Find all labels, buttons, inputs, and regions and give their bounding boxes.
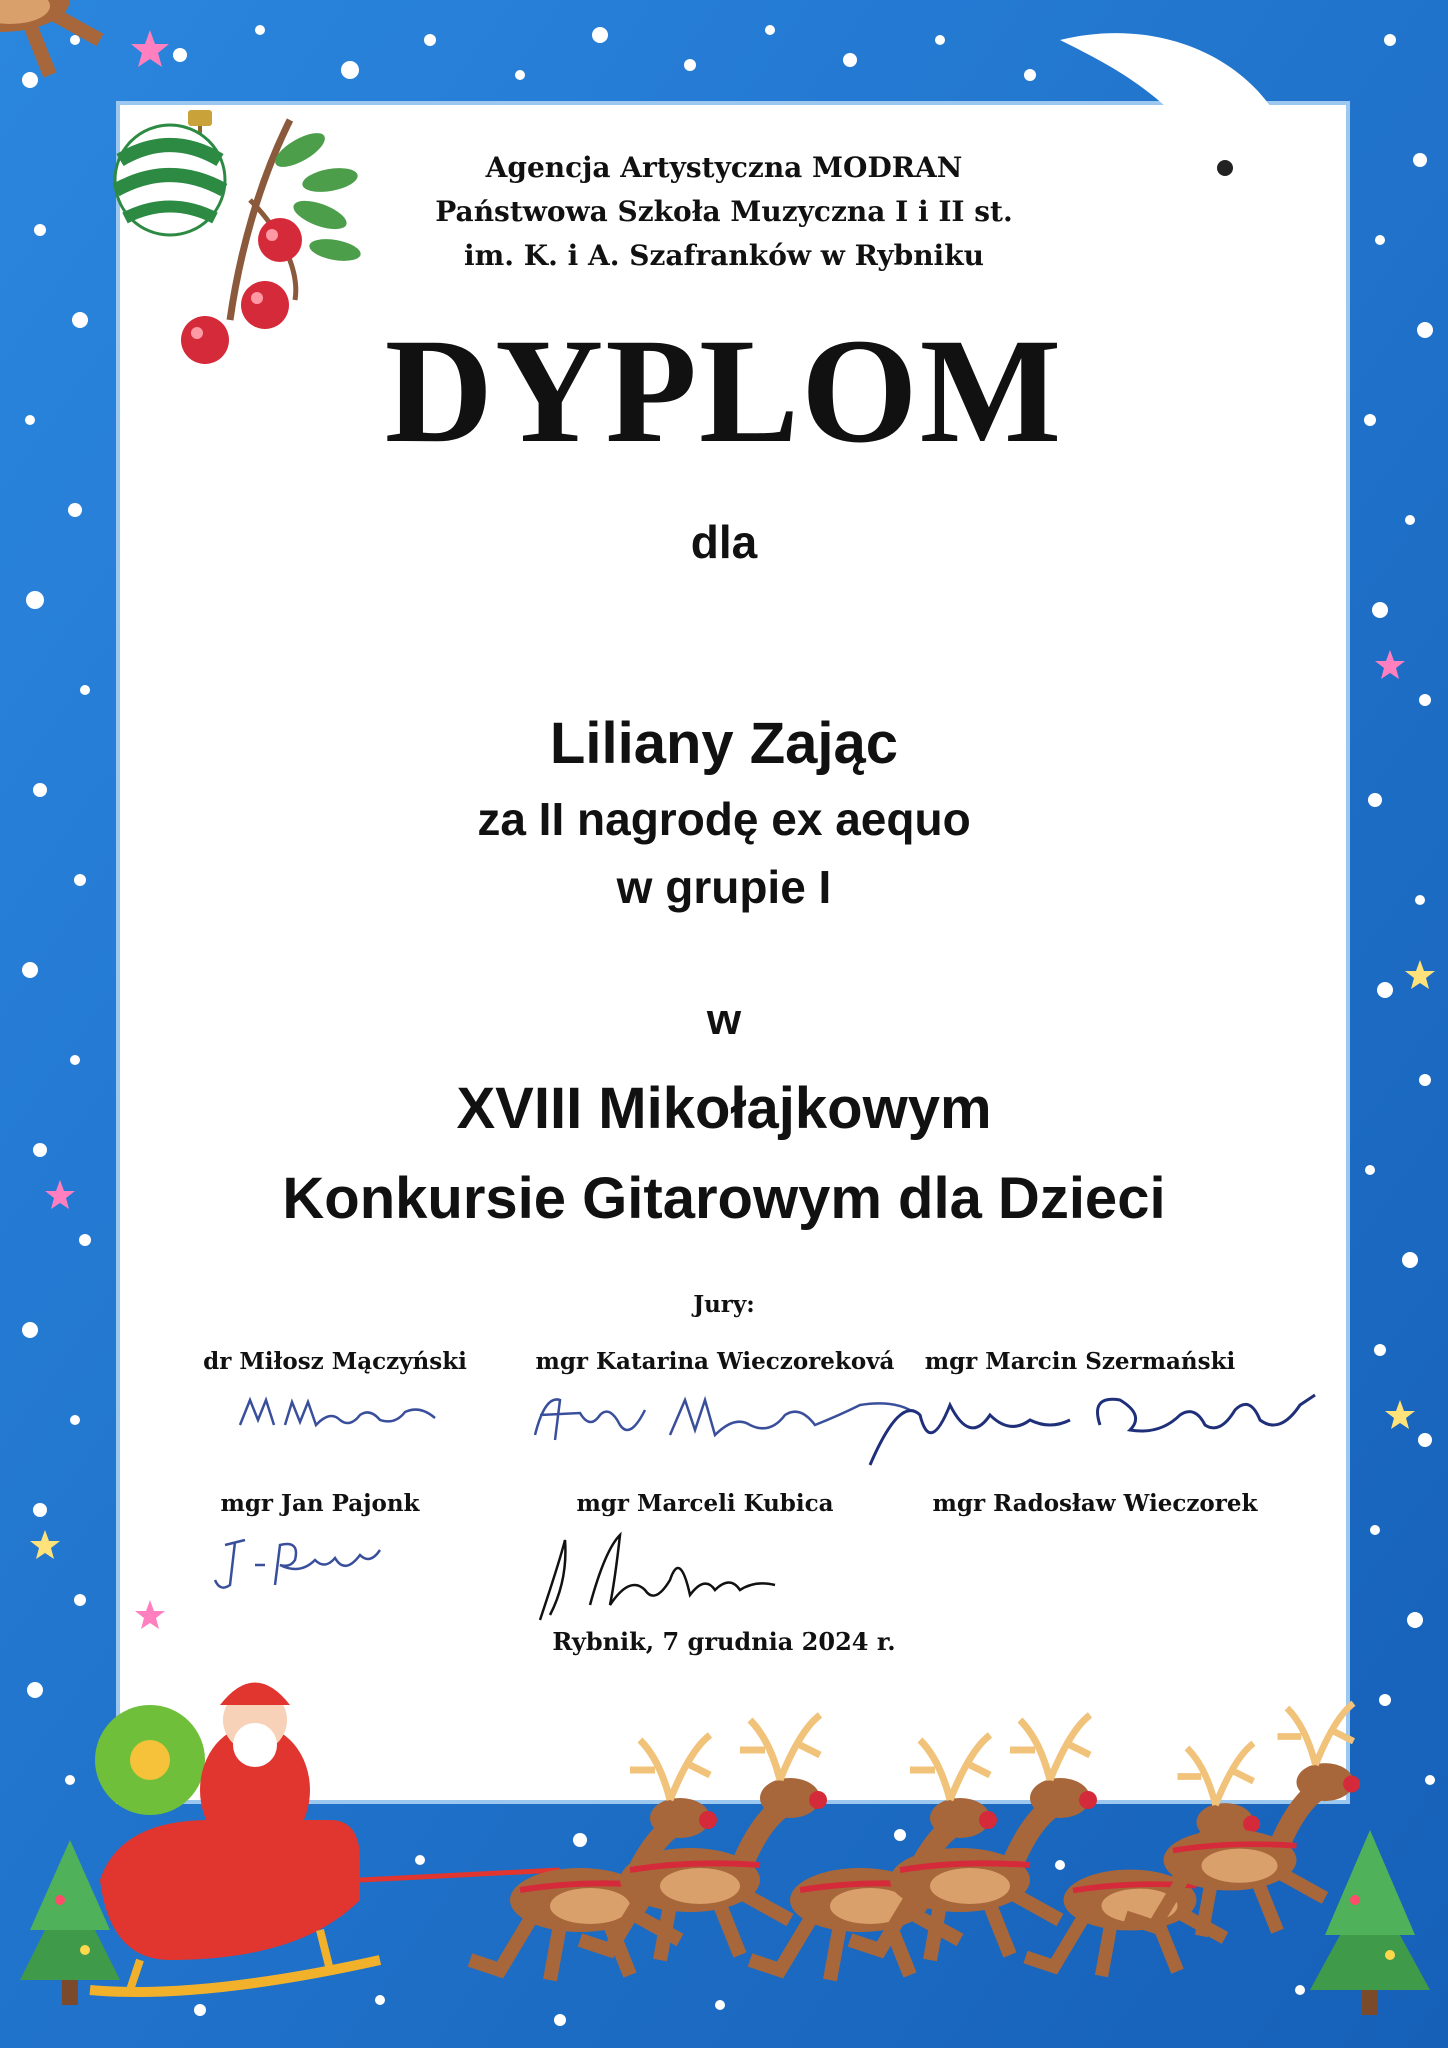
jury-member-3: mgr Marcin Szermański bbox=[924, 1348, 1236, 1375]
jury-label: Jury: bbox=[693, 1291, 755, 1318]
award-line-1: za II nagrodę ex aequo bbox=[477, 793, 971, 845]
jury-member-4: mgr Jan Pajonk bbox=[220, 1490, 420, 1517]
event-line-1: XVIII Mikołajkowym bbox=[456, 1076, 992, 1141]
for-label: dla bbox=[690, 516, 758, 568]
signature-3 bbox=[860, 1375, 1330, 1475]
event-line-2: Konkursie Gitarowym dla Dzieci bbox=[282, 1166, 1166, 1231]
recipient-name: Liliany Zając bbox=[549, 711, 899, 776]
jury-member-6: mgr Radosław Wieczorek bbox=[932, 1490, 1258, 1517]
diploma-title: DYPLOM bbox=[384, 308, 1064, 474]
jury-member-1: dr Miłosz Mączyński bbox=[203, 1348, 467, 1375]
signature-4 bbox=[200, 1530, 390, 1600]
signature-5 bbox=[520, 1520, 790, 1630]
in-label: w bbox=[706, 995, 742, 1044]
award-line-2: w grupie I bbox=[616, 861, 832, 913]
organizer-line-3: im. K. i A. Szafranków w Rybniku bbox=[464, 239, 984, 272]
organizer-line-1: Agencja Artystyczna MODRAN bbox=[485, 151, 963, 184]
signature-1 bbox=[230, 1390, 450, 1440]
jury-member-2: mgr Katarina Wieczoreková bbox=[535, 1348, 895, 1375]
place-date: Rybnik, 7 grudnia 2024 r. bbox=[552, 1627, 896, 1656]
organizer-line-2: Państwowa Szkoła Muzyczna I i II st. bbox=[435, 195, 1013, 228]
jury-member-5: mgr Marceli Kubica bbox=[576, 1490, 834, 1517]
